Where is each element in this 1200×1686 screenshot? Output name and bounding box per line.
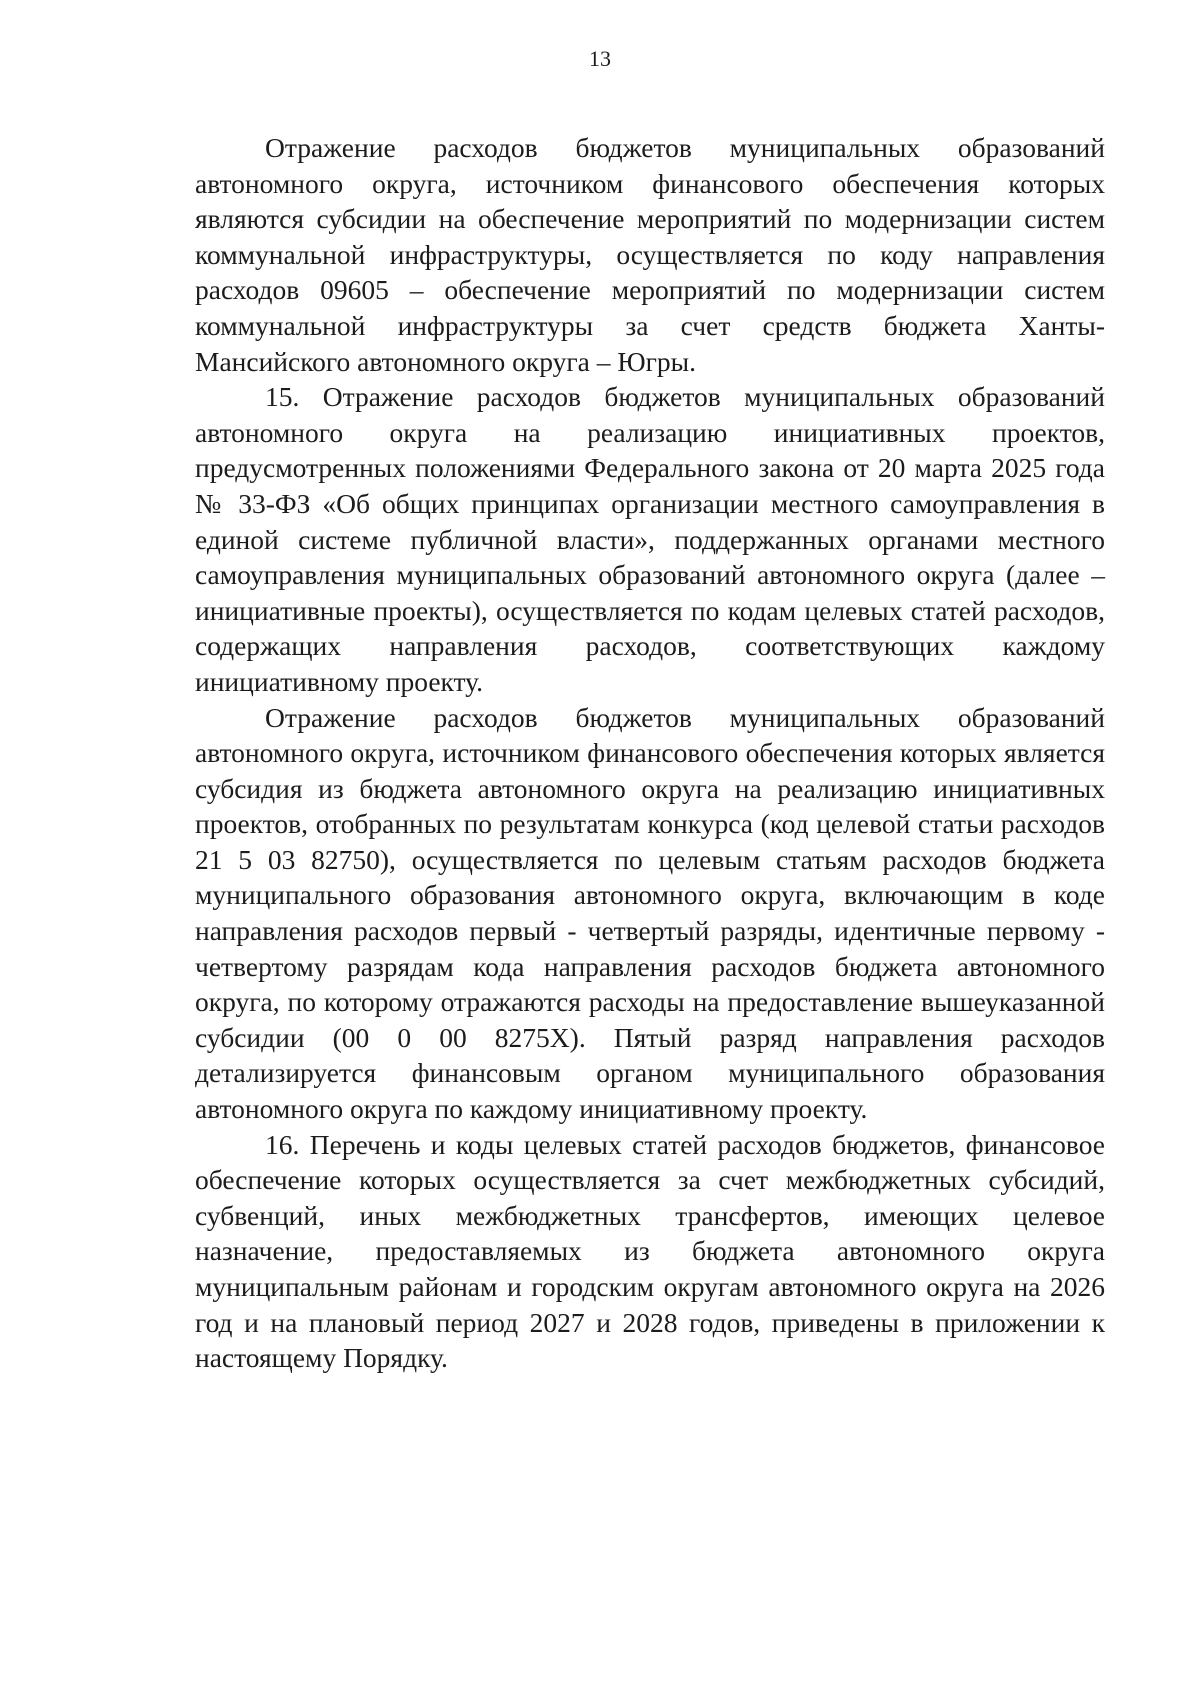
document-body [195, 130, 1105, 1376]
paragraph-item-16: 16. Перечень и коды целевых статей расходов бюджетов, финансовое обеспечение которых осуществляется за счет межбюджетных субсидий, субвенций, иных межбюджетных трансфертов, имеющих целевое назначение, предоставляемых из бюджета автономного округа муниципальным районам и городским округам автономного округа на 2026 год и на плановый период 2027 и 2028 годов, приведены в приложении к настоящему Порядку. [195, 1128, 1105, 1374]
paragraph-heat-modernization: Отражение расходов бюджетов муниципальных образований автономного округа, источником финансового обеспечения которых являются субсидии на обеспечение мероприятий по модернизации систем коммунальной инфраструктуры, осуществляется по коду направления расходов 09605 – обеспечение мероприятий по модернизации систем коммунальной инфраструктуры за счет средств бюджета Ханты-Мансийского автономного округа – Югры. [195, 132, 1105, 377]
page-number: 13 [589, 46, 611, 71]
paragraph-initiative-subsidy: Отражение расходов бюджетов муниципальных образований автономного округа, источником финансового обеспечения которых является субсидия из бюджета автономного округа на реализацию инициативных проектов, отобранных по результатам конкурса (код целевой статьи расходов 21 5 03 82750), осуществляется по целевым статьям расходов бюджета муниципального образования автономного округа, включающим в коде направления расходов первый - четвертый разряды, идентичные первому - четвертому разрядам кода направления расходов бюджета автономного округа, по которому отражаются расходы на предоставление вышеуказанной субсидии (00 0 00 8275Х). Пятый разряд направления расходов детализируется финансовым органом муниципального образования автономного округа по каждому инициативному проекту. [195, 701, 1105, 1125]
paragraph-item-15: 15. Отражение расходов бюджетов муниципальных образований автономного округа на реализацию инициативных проектов, предусмотренных положениями Федерального закона от 20 марта 2025 года № 33-ФЗ «Об общих принципах организации местного самоуправления в единой системе публичной власти», поддержанных органами местного самоуправления муниципальных образований автономного округа (далее – инициативные проекты), осуществляется по кодам целевых статей расходов, содержащих направления расходов, соответствующих каждому инициативному проекту. [195, 381, 1105, 697]
